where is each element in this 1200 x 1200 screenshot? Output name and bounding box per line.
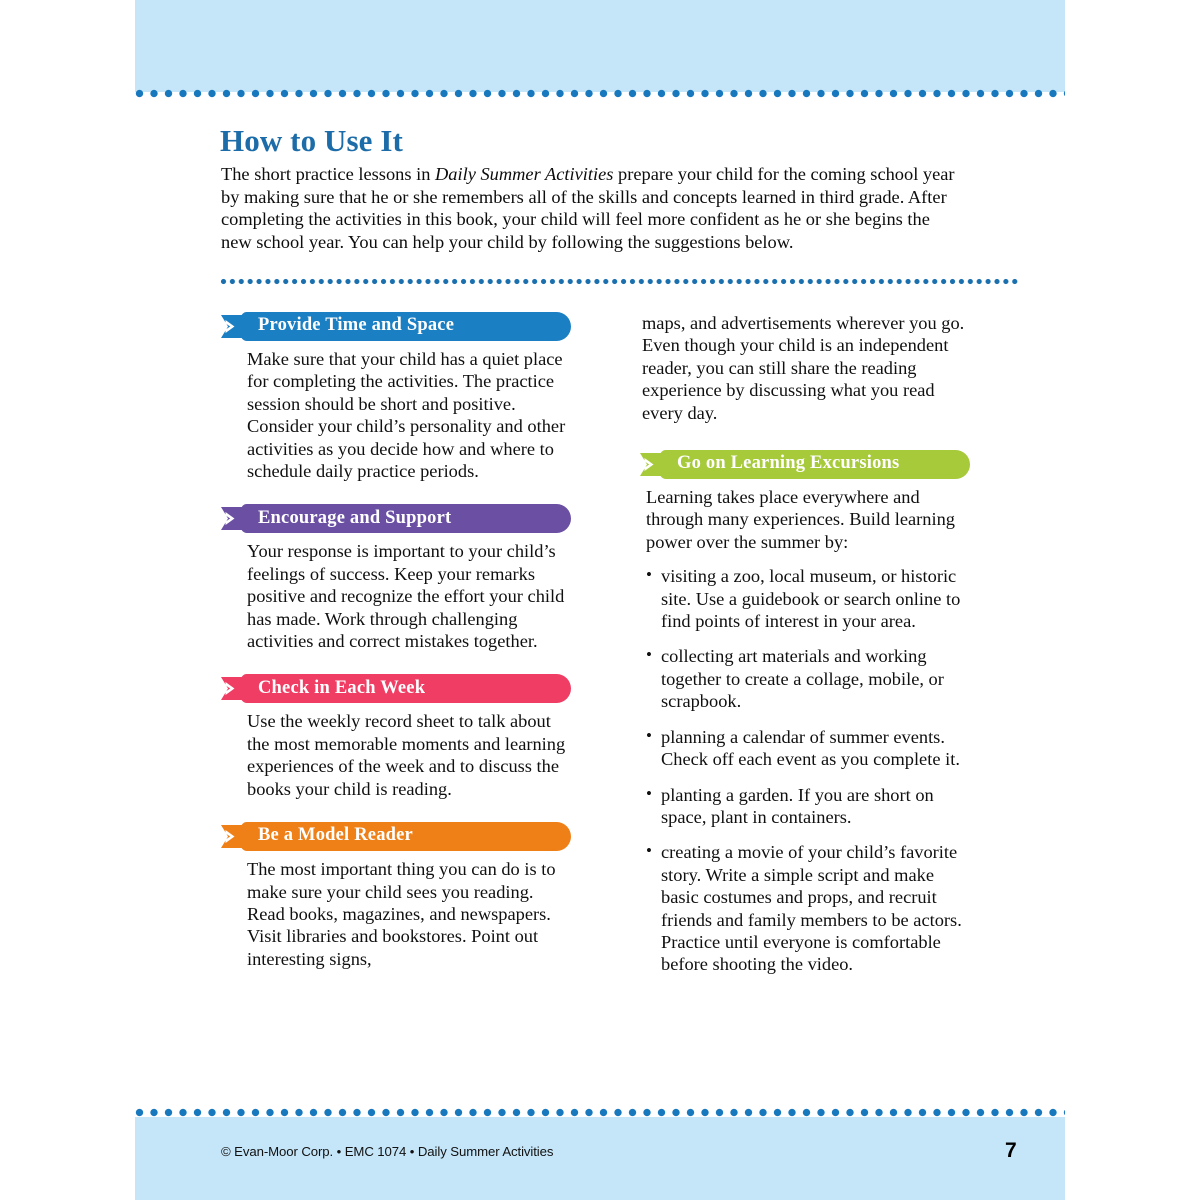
left-column [221,312,571,970]
page-number: 7 [1005,1139,1017,1162]
section-provide-time-and-space [221,312,571,482]
chevron-right-icon [221,314,245,339]
section-body: Make sure that your child has a quiet place for completing the activities. The practice session should be short and positive. Consider your child’s personality and other activities as you decide how and where to schedule daily practice periods. [247,349,566,482]
section-heading: Be a Model Reader [258,825,413,846]
section-check-in-each-week [221,674,571,800]
list-item: • creating a movie of your child’s favorite story. Write a simple script and make basic costumes and props, and recruit friends and family members to be actors. Practice until everyone is comfortable before shooting the video. [646,841,970,975]
footer-credit: © Evan-Moor Corp. • EMC 1074 • Daily Summer Activities [221,1144,554,1159]
section-encourage-and-support [221,504,571,652]
section-banner [241,504,571,533]
section-body: Use the weekly record sheet to talk about the most memorable moments and learning experiences of the week and to discuss the books your child is reading. [247,711,566,799]
intro-text-after: prepare your child for the coming school year by making sure that he or she remembers all of the skills and concepts learned in third grade. After completing the activities in this book, your child will feel more confident as he or she begins the new school year. You can help your child by following the suggestions below. [221,164,955,252]
section-heading: Go on Learning Excursions [677,453,900,474]
section-body: The most important thing you can do is to make sure your child sees you reading. Read books, magazines, and newspapers. Visit libraries and bookstores. Point out interesting signs, [247,859,556,969]
header-dotted-rule [135,89,1065,98]
list-item: • visiting a zoo, local museum, or historic site. Use a guidebook or search online to find points of interest in your area. [646,565,970,632]
chevron-right-icon [640,452,664,477]
intro-text-before: The short practice lessons in [221,164,435,184]
book-title-italic: Daily Summer Activities [435,164,614,184]
section-body: Learning takes place everywhere and through many experiences. Build learning power over the summer by: [646,487,955,552]
chevron-right-icon [221,676,245,701]
list-item: • planning a calendar of summer events. Check off each event as you complete it. [646,726,970,771]
page-title: How to Use It [220,123,403,158]
right-column [640,312,970,989]
section-banner [241,674,571,703]
continuation-paragraph: maps, and advertisements wherever you go. Even though your child is an independent reader, you can still share the reading experience by discussing what you read every day. [642,313,965,423]
section-heading: Encourage and Support [258,507,452,528]
section-banner [241,312,571,341]
section-be-a-model-reader [221,822,571,970]
chevron-right-icon [221,824,245,849]
section-go-on-learning-excursions [640,450,970,976]
list-item: • collecting art materials and working together to create a collage, mobile, or scrapbook. [646,645,970,712]
section-heading: Provide Time and Space [258,315,455,336]
learning-excursions-list [646,565,970,976]
chevron-right-icon [221,506,245,531]
header-blue-band [135,0,1065,92]
section-body: Your response is important to your child’s feelings of success. Keep your remarks positive and recognize the effort your child has made. Work through challenging activities and correct mistakes together. [247,541,565,652]
intro-dotted-divider [220,278,1020,285]
intro-paragraph [221,163,961,253]
section-banner [660,450,970,479]
footer-dotted-rule [135,1108,1065,1117]
section-heading: Check in Each Week [258,677,426,698]
list-item: • planting a garden. If you are short on space, plant in containers. [646,784,970,829]
section-banner [241,822,571,851]
